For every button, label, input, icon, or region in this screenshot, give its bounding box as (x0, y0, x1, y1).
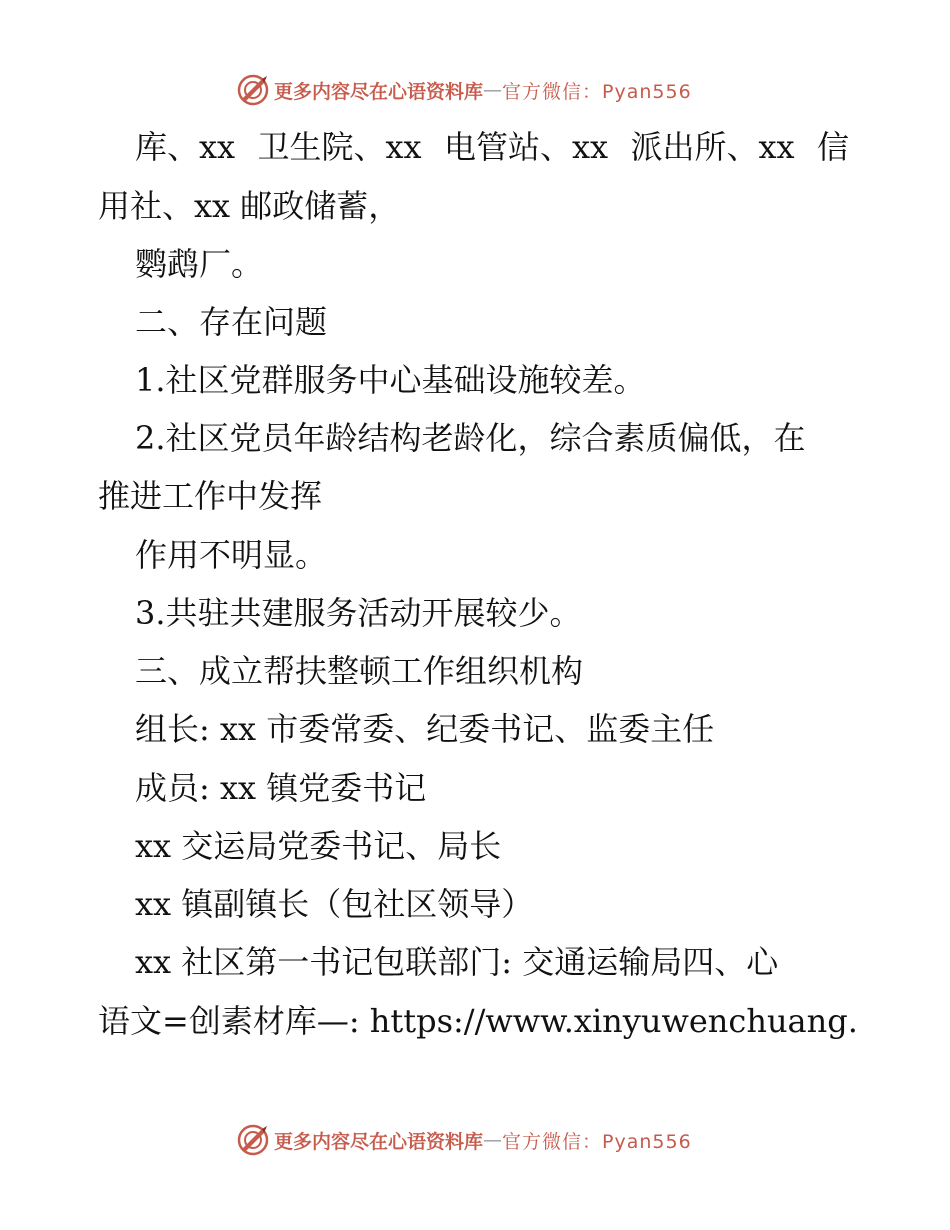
brand-logo-icon (236, 1123, 270, 1157)
paragraph-line: xx 社区第一书记包联部门: 交通运输局四、心 (135, 943, 779, 981)
banner-wechat: 官方微信：Pyan556 (502, 1130, 692, 1153)
text-fragment: 卫生院、xx (257, 128, 422, 166)
section-heading: 三、成立帮扶整顿工作组织机构 (135, 652, 584, 690)
list-item: 2.社区党员年龄结构老龄化，综合素质偏低，在 (135, 419, 806, 457)
header-banner (236, 72, 716, 108)
banner-dash: — (483, 79, 503, 101)
paragraph-line: 鹦鹉厂。 (135, 245, 264, 283)
brand-logo-icon (236, 73, 270, 107)
paragraph-line (135, 127, 849, 167)
banner-wechat: 官方微信：Pyan556 (502, 80, 692, 103)
banner-tagline: 更多内容尽在心语资料库 (274, 1130, 484, 1153)
text-fragment: 派出所、xx (630, 128, 795, 166)
footer-banner (236, 1122, 716, 1158)
banner-dash: — (483, 1129, 503, 1151)
section-heading: 二、存在问题 (135, 303, 328, 341)
banner-tagline: 更多内容尽在心语资料库 (274, 80, 484, 103)
text-fragment: 电管站、xx (443, 128, 609, 166)
text-fragment: 库、xx (135, 128, 236, 166)
paragraph-line: 用社、xx 邮政储蓄， (98, 187, 401, 225)
text-fragment: 信 (816, 128, 849, 166)
paragraph-line: 推进工作中发挥 (98, 477, 323, 515)
list-item: 1.社区党群服务中心基础设施较差。 (135, 361, 646, 399)
paragraph-line: xx 镇副镇长（包社区领导） (135, 885, 534, 923)
paragraph-line: 语文=创素材库—: https://www.xinyuwenchuang. (98, 1002, 858, 1040)
list-item: 3.共驻共建服务活动开展较少。 (135, 594, 582, 632)
paragraph-line: xx 交运局党委书记、局长 (135, 827, 502, 865)
paragraph-line: 组长: xx 市委常委、纪委书记、监委主任 (135, 710, 715, 748)
paragraph-line: 作用不明显。 (135, 536, 328, 574)
paragraph-line: 成员: xx 镇党委书记 (135, 769, 427, 807)
